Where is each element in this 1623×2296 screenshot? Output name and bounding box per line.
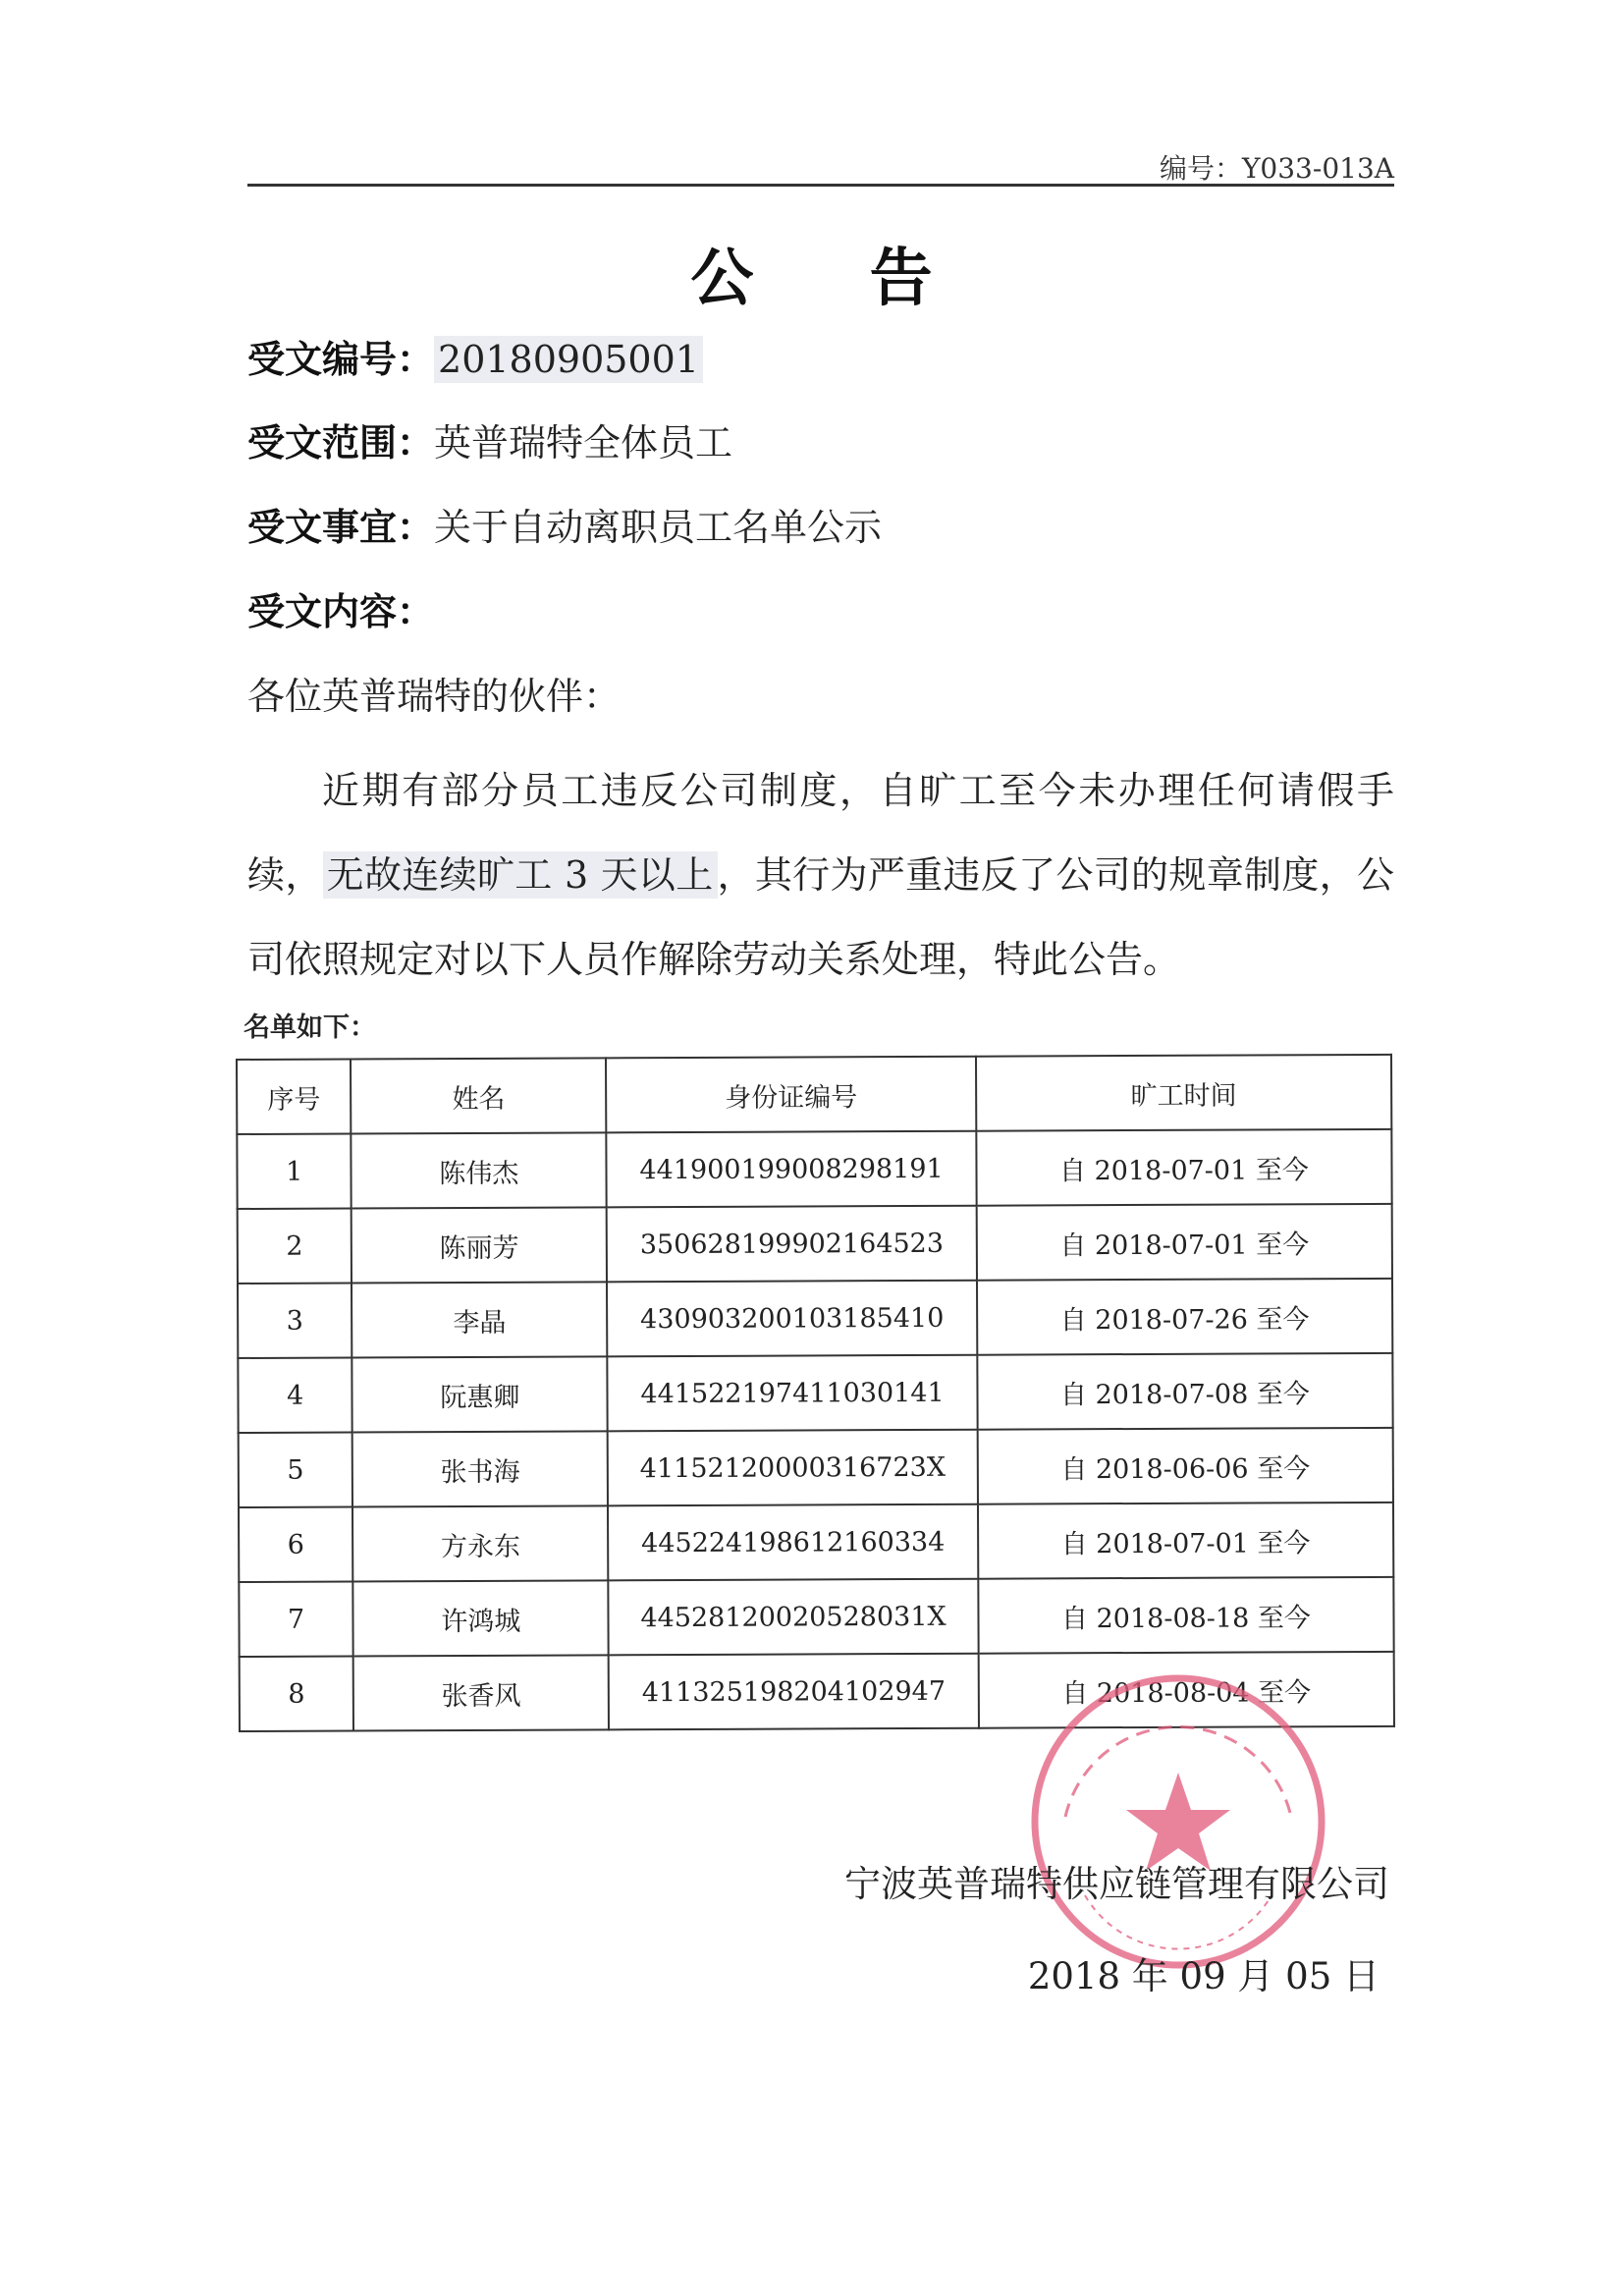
header-index: 序号 [237,1059,352,1134]
header-id-number: 身份证编号 [606,1057,976,1133]
cell-absence-time: 自 2018-08-18 至今 [978,1577,1394,1654]
cell-name: 李晶 [352,1282,607,1357]
page-title: 公 告 [690,243,980,315]
table-row [238,1353,1392,1433]
field-document-number [247,329,703,383]
body-text-before: 近期有部分员工违反公司制度，自旷工至今未办理任何请假手续， [247,769,1394,897]
field-scope [247,412,732,466]
salutation: 各位英普瑞特的伙伴： [247,675,622,718]
cell-name: 阮惠卿 [352,1356,608,1432]
header-name: 姓名 [351,1058,606,1133]
cell-absence-time: 自 2018-07-08 至今 [977,1353,1393,1430]
table-row [238,1279,1392,1358]
cell-name: 陈伟杰 [352,1132,607,1208]
header-absence-time: 旷工时间 [976,1055,1392,1131]
table-row [239,1503,1393,1582]
cell-id-number: 441522197411030141 [608,1355,978,1432]
cell-absence-time: 自 2018-07-26 至今 [977,1279,1393,1355]
table-header-row [237,1055,1391,1134]
field-label: 受文编号： [247,338,435,381]
table-row [238,1204,1392,1284]
field-content [247,581,434,635]
field-value: 20180905001 [434,336,703,383]
body-text-after: ，其行为严重违反了公司的规章制度，公司依照规定对以下人员作解除劳动关系处理，特此公告。 [247,853,1394,981]
cell-name: 张香风 [353,1655,609,1730]
cell-absence-time: 自 2018-07-01 至今 [976,1129,1392,1206]
cell-absence-time: 自 2018-07-01 至今 [978,1503,1394,1579]
cell-index: 6 [239,1506,353,1582]
cell-index: 1 [237,1133,352,1209]
cell-index: 4 [238,1357,352,1433]
signature-date: 2018 年 09 月 05 日 [1027,1955,1380,1997]
cell-name: 方永东 [352,1505,608,1581]
signature-company: 宁波英普瑞特供应链管理有限公司 [844,1863,1389,1905]
cell-id-number: 350628199902164523 [607,1206,977,1283]
list-label: 名单如下： [243,1012,376,1043]
cell-id-number: 430903200103185410 [607,1281,977,1357]
cell-index: 5 [239,1432,353,1507]
body-paragraph [247,748,1394,1002]
cell-index: 8 [240,1656,354,1731]
cell-name: 张书海 [352,1431,608,1506]
field-label: 受文范围： [247,421,435,465]
field-subject [247,497,882,551]
cell-id-number: 445224198612160334 [608,1504,978,1581]
cell-absence-time: 自 2018-08-04 至今 [978,1652,1394,1728]
document-number: 编号：Y033-013A [1159,152,1394,185]
field-value: 英普瑞特全体员工 [434,421,733,465]
employee-table [236,1054,1395,1732]
table-row [237,1129,1391,1209]
cell-name: 陈丽芳 [352,1207,607,1283]
cell-id-number: 411325198204102947 [609,1654,979,1730]
cell-index: 3 [238,1283,352,1358]
cell-absence-time: 自 2018-06-06 至今 [977,1428,1393,1504]
field-label: 受文事宜： [247,506,435,549]
cell-name: 许鸿城 [353,1580,609,1656]
cell-absence-time: 自 2018-07-01 至今 [976,1204,1392,1281]
header-rule [247,184,1394,187]
cell-id-number: 44528120020528031X [609,1579,979,1656]
field-label: 受文内容： [247,590,435,633]
company-seal [1026,1669,1330,1974]
cell-id-number: 441900199008298191 [607,1131,977,1208]
body-text-highlight: 无故连续旷工 3 天以上 [323,851,718,899]
cell-id-number: 41152120000316723X [608,1430,978,1506]
cell-index: 7 [239,1581,353,1657]
table-row [239,1577,1393,1657]
cell-index: 2 [238,1208,352,1284]
table-row [239,1428,1393,1507]
field-value: 关于自动离职员工名单公示 [434,506,883,549]
